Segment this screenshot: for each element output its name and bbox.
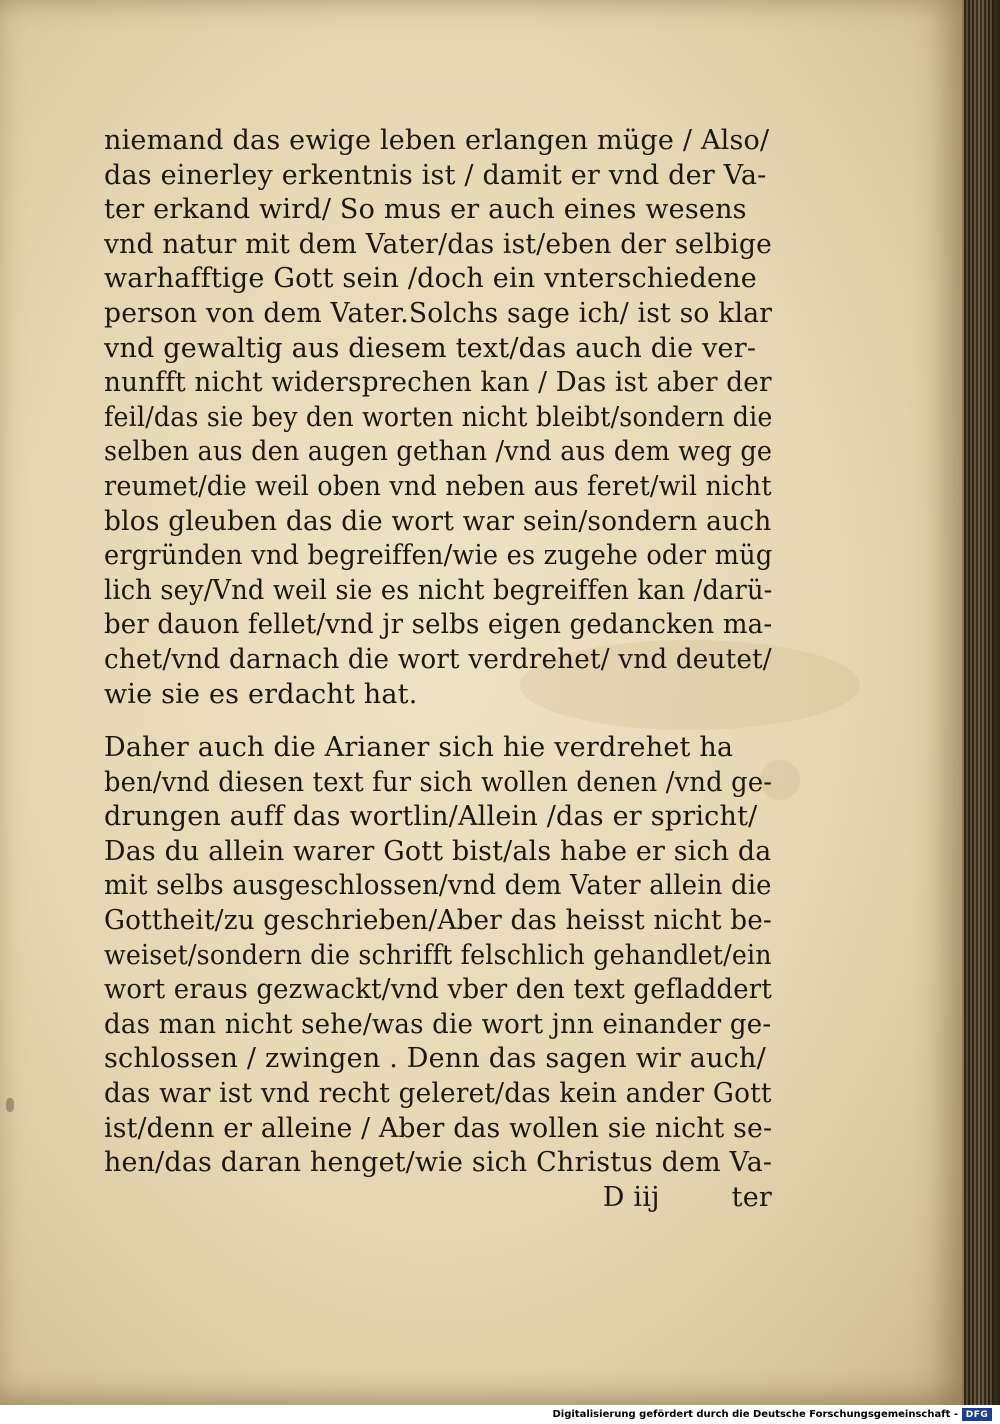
paragraph-1 <box>104 124 772 712</box>
text-line: das man nicht sehe/was die wort jnn einander ge- <box>104 1008 772 1040</box>
text-line: warhafftige Gott sein /doch ein vnterschiedene <box>104 263 757 295</box>
text-line: drungen auff das wortlin/Allein /das er spricht/ <box>104 801 758 833</box>
catchword: ter <box>731 1181 772 1213</box>
dfg-logo-icon: DFG <box>962 1408 992 1421</box>
body-text <box>104 124 772 1215</box>
text-line: niemand das ewige leben erlangen müge / Also/ <box>104 125 770 156</box>
paragraph-2 <box>104 731 772 1181</box>
text-line: lich sey/Vnd weil sie es nicht begreiffen kan /darü- <box>104 574 773 606</box>
text-line: Daher auch die Arianer sich hie verdrehet ha <box>104 732 734 764</box>
page-footer-line <box>104 1181 772 1216</box>
text-line: nunfft nicht widersprechen kan / Das ist aber der <box>104 367 772 399</box>
text-line: schlossen / zwingen . Denn das sagen wir auch/ <box>104 1043 766 1075</box>
text-line: selben aus den augen gethan /vnd aus dem weg ge <box>104 436 773 468</box>
page-edges <box>964 0 994 1405</box>
ink-mark <box>6 1098 14 1112</box>
text-line: Gottheit/zu geschrieben/Aber das heisst nicht be- <box>104 905 773 937</box>
text-line: weiset/sondern die schrifft felschlich gehandlet/ein <box>104 939 772 971</box>
digitization-footer <box>0 1405 1000 1424</box>
text-line: ber dauon fellet/vnd jr selbs eigen gedancken ma- <box>104 609 773 641</box>
text-line: feil/das sie bey den worten nicht bleibt/sondern die <box>104 401 773 433</box>
text-line: das war ist vnd recht geleret/das kein ander Gott <box>104 1078 772 1110</box>
text-line: reumet/die weil oben vnd neben aus feret/wil nicht <box>104 470 772 502</box>
text-line: das einerley erkentnis ist / damit er vnd der Va- <box>104 159 767 191</box>
text-line: ist/denn er alleine / Aber das wollen sie nicht se- <box>104 1112 773 1144</box>
text-line: chet/vnd darnach die wort verdrehet/ vnd deutet/ <box>104 643 772 675</box>
funding-credit: Digitalisierung gefördert durch die Deutsche Forschungsgemeinschaft - <box>552 1409 958 1420</box>
signature-mark: D iij <box>602 1181 660 1213</box>
text-line: blos gleuben das die wort war sein/sondern auch <box>104 505 772 537</box>
text-line: vnd natur mit dem Vater/das ist/eben der selbige <box>104 228 773 260</box>
text-line: wort eraus gezwackt/vnd vber den text gefladdert <box>104 974 772 1006</box>
text-line: hen/das daran henget/wie sich Christus dem Va- <box>104 1147 773 1179</box>
text-line: mit selbs ausgeschlossen/vnd dem Vater allein die <box>104 870 772 902</box>
text-line: vnd gewaltig aus diesem text/das auch die ver- <box>104 332 757 364</box>
text-line: person von dem Vater.Solchs sage ich/ ist so klar <box>104 297 773 329</box>
text-line: wie sie es erdacht hat. <box>104 678 418 710</box>
text-line: ter erkand wird/ So mus er auch eines wesens <box>104 194 747 226</box>
text-line: ben/vnd diesen text fur sich wollen denen /vnd ge- <box>104 766 773 798</box>
text-line: Das du allein warer Gott bist/als habe er sich da <box>104 835 772 867</box>
text-line: ergründen vnd begreiffen/wie es zugehe oder müg <box>104 540 773 572</box>
